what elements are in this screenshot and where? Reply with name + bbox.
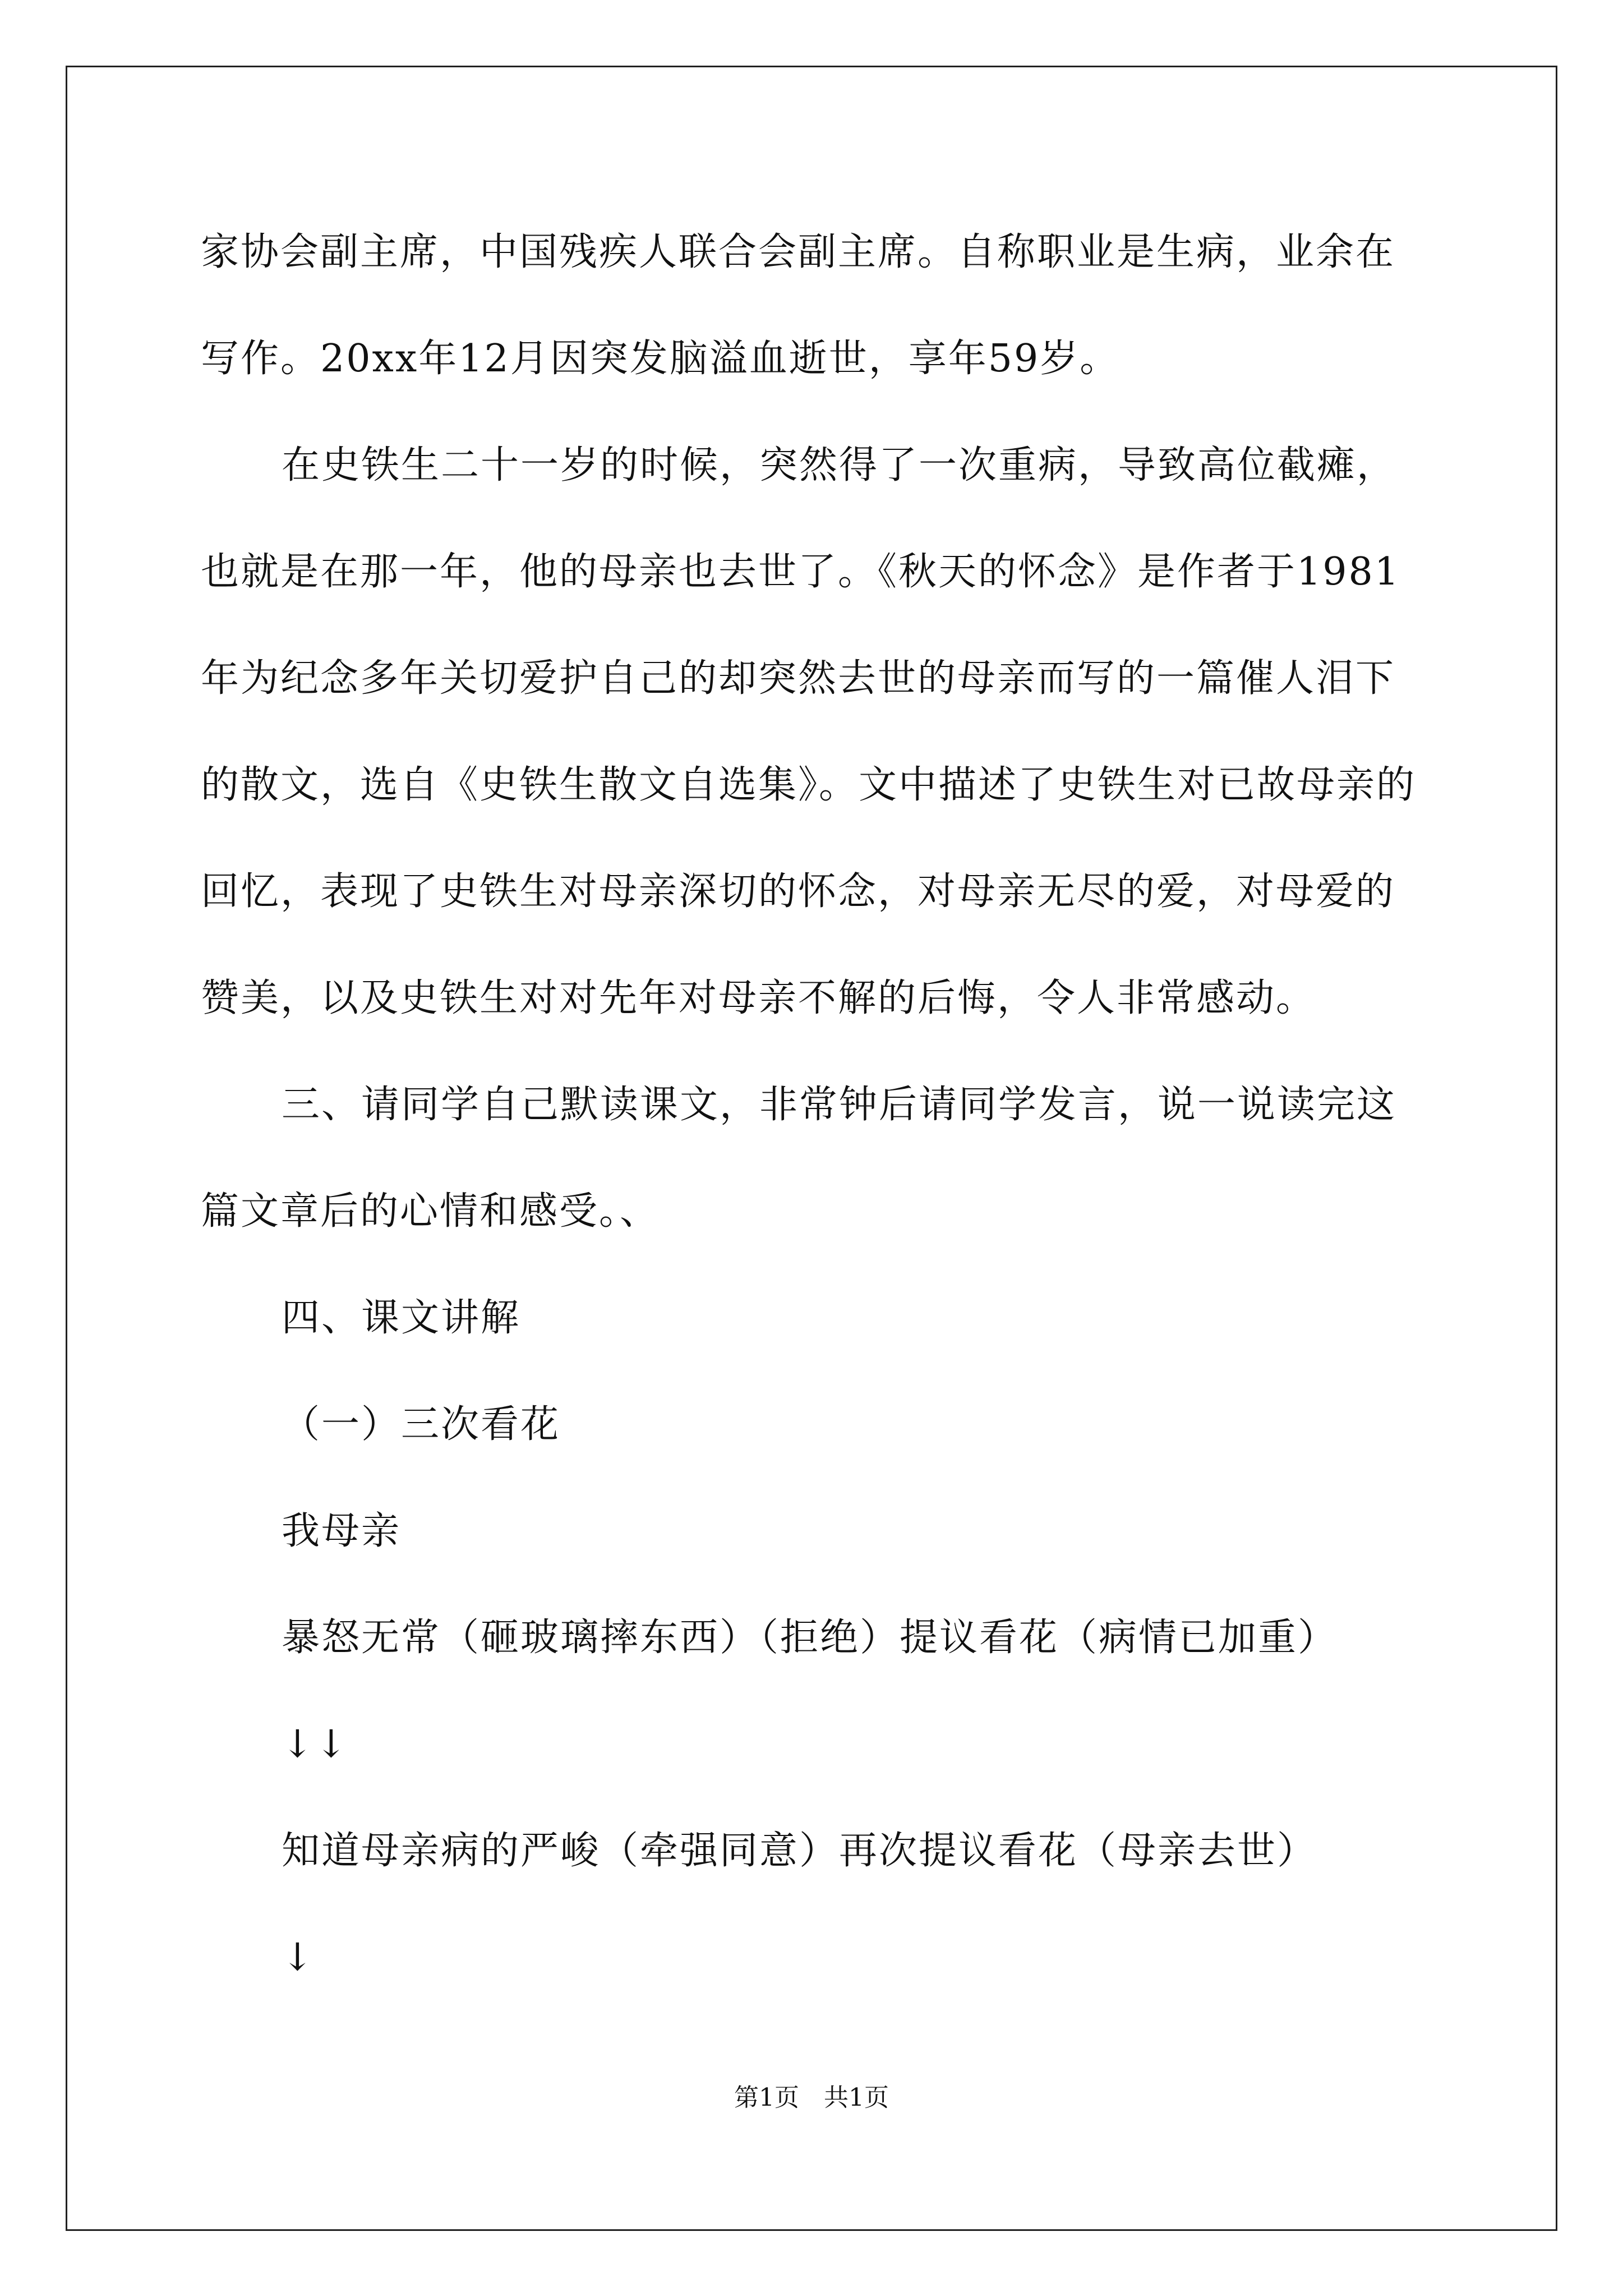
body-line-6: 的散文，选自《史铁生散文自选集》。文中描述了史铁生对已故母亲的 [201, 763, 1417, 807]
body-line-7: 回忆，表现了史铁生对母亲深切的怀念，对母亲无尽的爱，对母爱的 [201, 869, 1396, 914]
body-line-1: 家协会副主席，中国残疾人联合会副主席。自称职业是生病，业余在 [201, 230, 1396, 274]
down-arrow-2: ↓ [282, 1935, 315, 1980]
body-line-4: 也就是在那一年，他的母亲也去世了。《秋天的怀念》是作者于1981 [201, 550, 1401, 594]
subsection-heading-1: （一）三次看花 [282, 1402, 561, 1447]
body-line-5: 年为纪念多年关切爱护自己的却突然去世的母亲而写的一篇催人泪下 [201, 656, 1396, 701]
body-line-2: 写作。20xx年12月因突发脑溢血逝世，享年59岁。 [201, 337, 1120, 381]
body-line-9: 三、请同学自己默读课文，非常钟后请同学发言，说一说读完这 [282, 1083, 1397, 1127]
outline-line-2: 暴怒无常（砸玻璃摔东西）（拒绝）提议看花（病情已加重） [282, 1616, 1338, 1660]
body-line-8: 赞美，以及史铁生对对先年对母亲不解的后悔，令人非常感动。 [201, 976, 1316, 1020]
section-heading-4: 四、课文讲解 [282, 1296, 521, 1340]
page-border [66, 66, 1557, 2231]
outline-line-1: 我母亲 [282, 1509, 402, 1553]
outline-line-3: 知道母亲病的严峻（牵强同意）再次提议看花（母亲去世） [282, 1829, 1317, 1873]
body-line-10: 篇文章后的心情和感受。、 [201, 1189, 660, 1234]
page-number-footer: 第1页 共1页 [734, 2083, 889, 2112]
down-arrows-1: ↓↓ [282, 1722, 349, 1766]
body-line-3: 在史铁生二十一岁的时候，突然得了一次重病，导致高位截瘫， [282, 443, 1397, 487]
